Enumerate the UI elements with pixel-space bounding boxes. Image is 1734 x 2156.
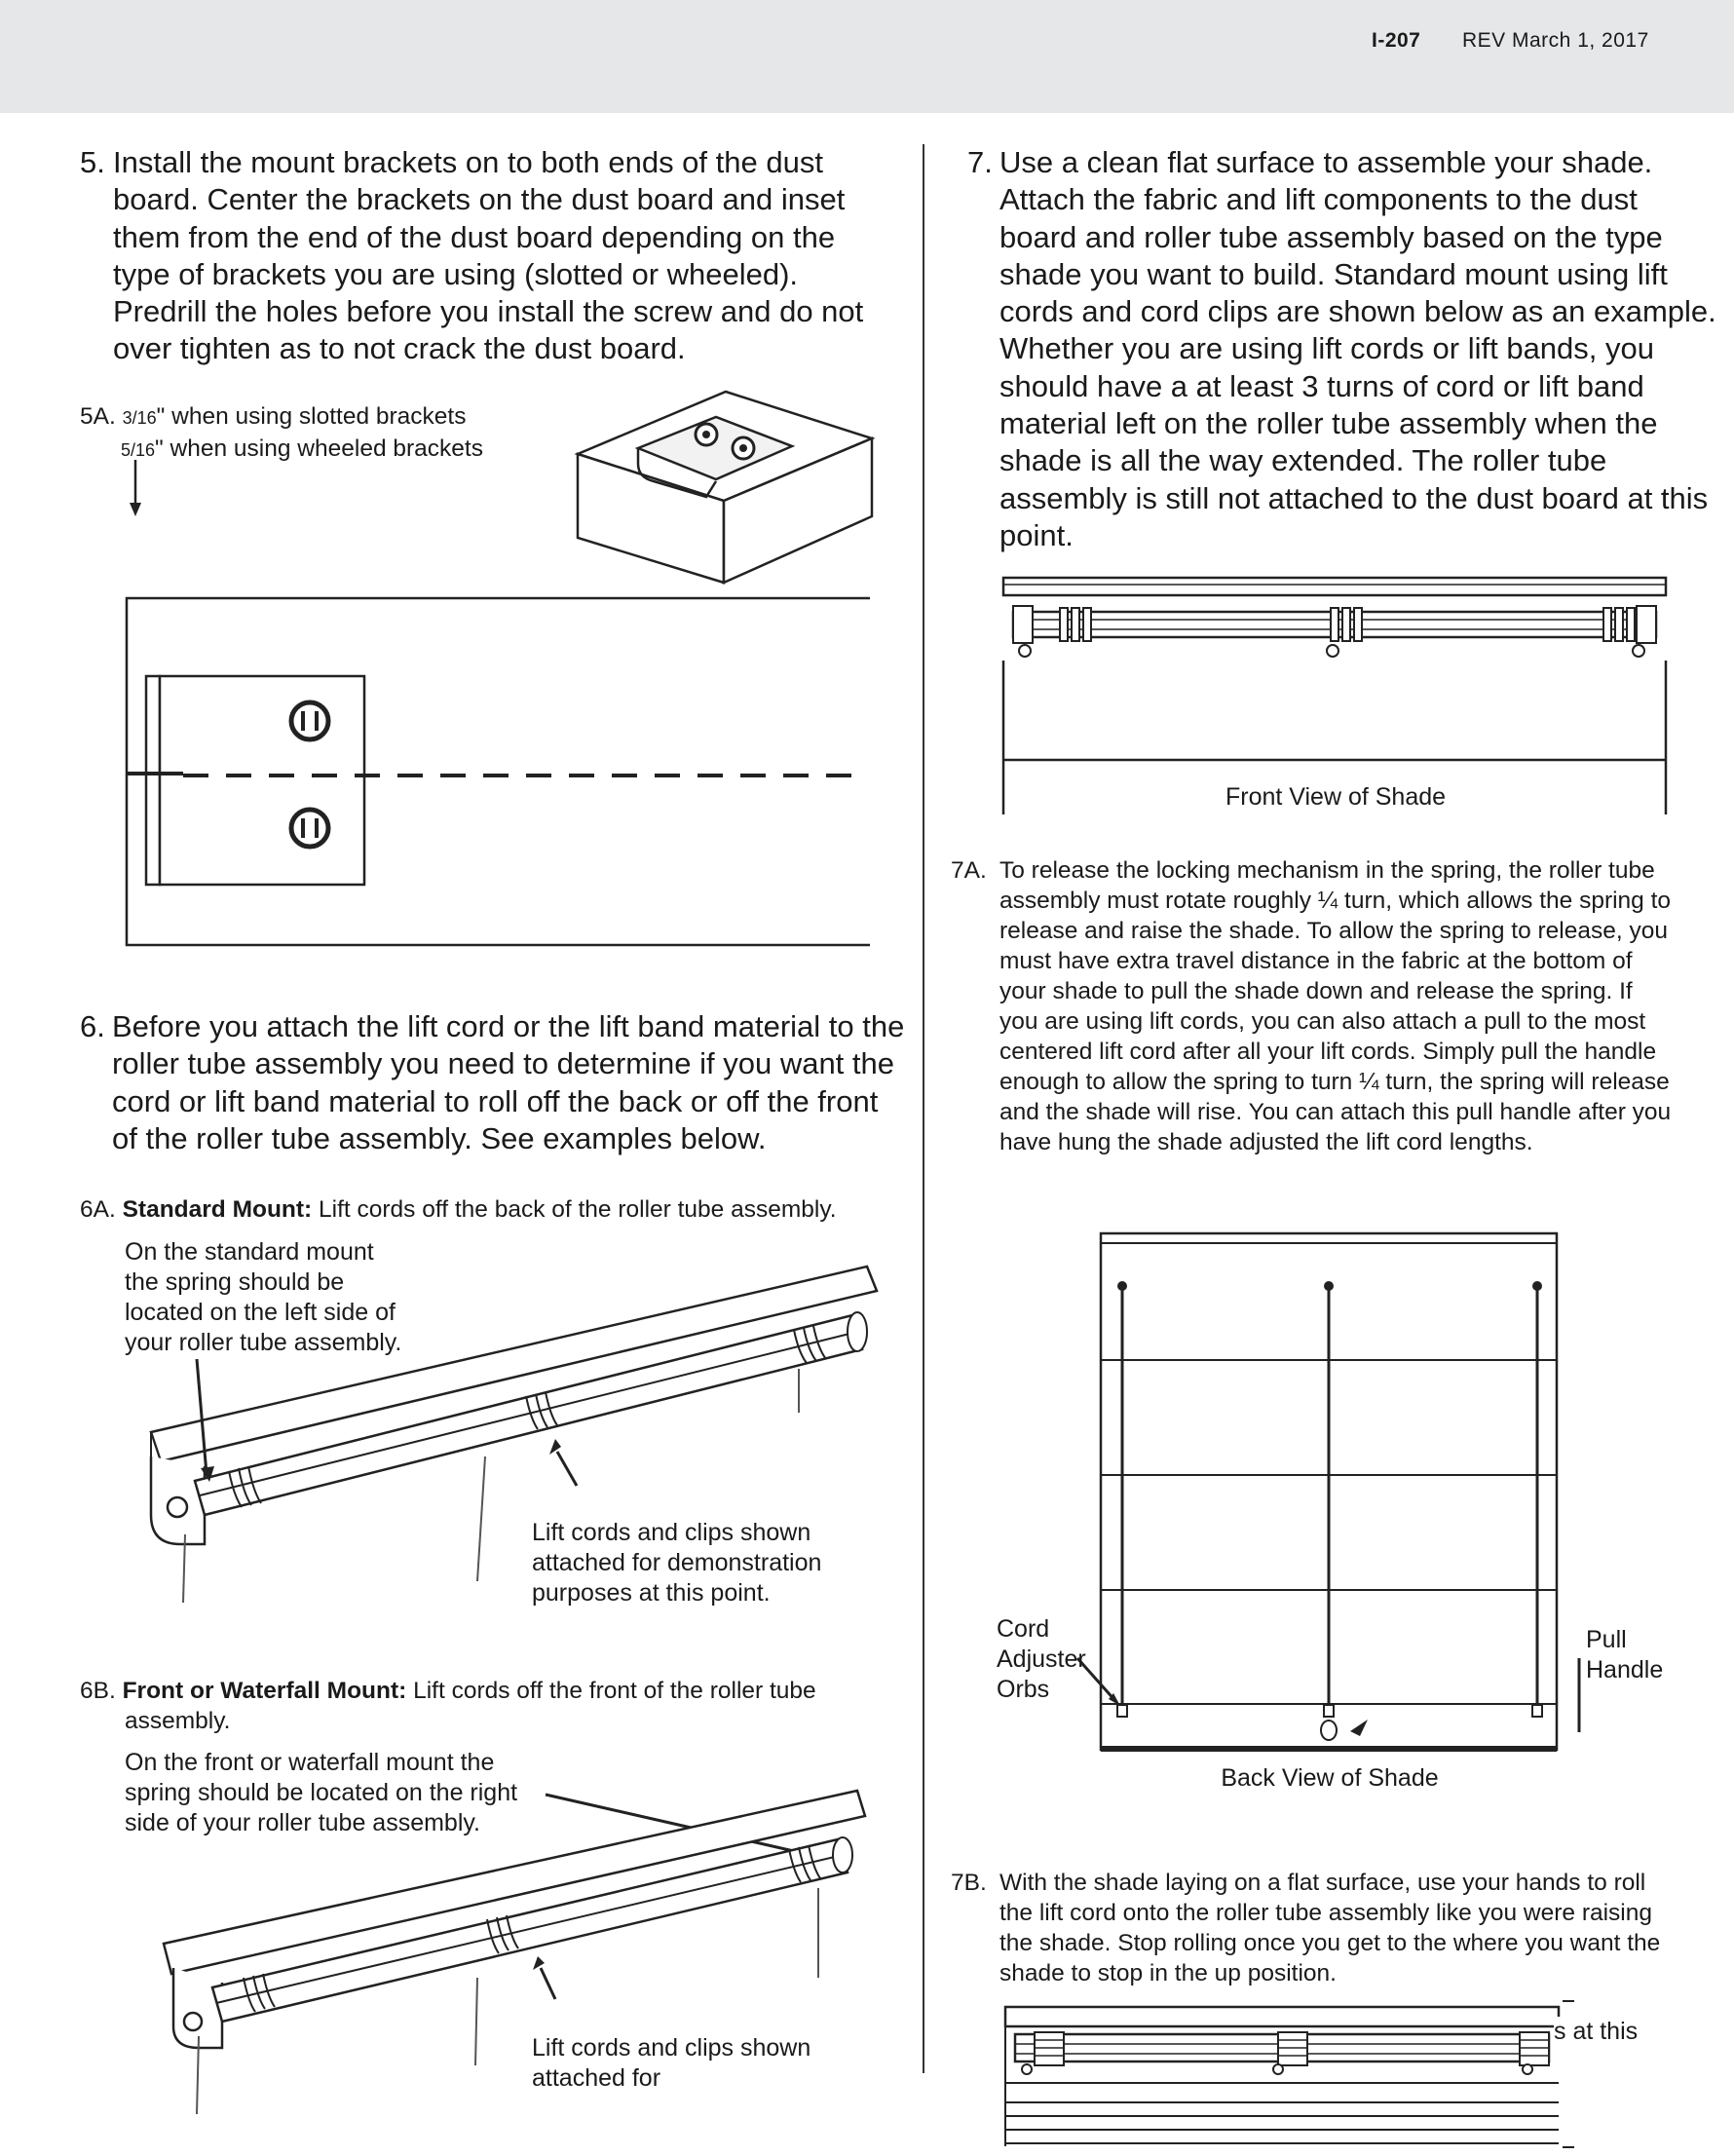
- waterfall-mount-note: On the front or waterfall mount the spring should be located on the right side of your roller tube assembly.: [125, 1749, 518, 1836]
- step-6b: [80, 1676, 888, 1736]
- standard-mount-note: On the standard mount the spring should be located on the left side of your roller tube assembly.: [125, 1238, 402, 1356]
- back-view-caption: Back View of Shade: [1221, 1764, 1439, 1792]
- step-7b: [951, 1868, 1672, 1988]
- fraction: 5/16: [121, 440, 156, 460]
- pull-handle-bracket: [1576, 1658, 1582, 1732]
- step-text: Lift cords off the back of the roller tube assembly.: [312, 1196, 837, 1223]
- step-text: To release the locking mechanism in the spring, the roller tube assembly must rotate roughly ¼ turn, which allows the spring to release and raise the shade. To allow the spring to release, you must have extra travel distance in the fabric at the bottom of your shade to pull the shade down and release the spring. If you are using lift cords, you can also attach a pull to the most centered lift cord after all your lift cords. Simply pull the handle enough to allow the spring to turn ¼ turn, the spring will release and the shade will rise. You can attach this pull handle after you have hung the shade adjusted the lift cord lengths.: [999, 857, 1672, 1155]
- step-text: With the shade laying on a flat surface, use your hands to roll the lift cord onto the roller tube assembly like you were raising the shade. Stop rolling once you get to the where you want the shade to stop in the up position.: [999, 1870, 1661, 1986]
- down-arrow-icon: [127, 460, 146, 518]
- pull-handle-label: Pull Handle: [1586, 1626, 1664, 1683]
- step-5a: [80, 401, 625, 466]
- front-view-diagram: [1001, 573, 1670, 816]
- waterfall-mount-callout: Lift cords and clips shown attached for: [532, 2034, 811, 2092]
- front-view-caption: Front View of Shade: [1225, 783, 1447, 811]
- step-number: 6B.: [80, 1678, 116, 1704]
- mount-type-label: Front or Waterfall Mount:: [122, 1678, 407, 1704]
- wheel-icon: [291, 702, 328, 739]
- bracket-isometric-diagram: [570, 392, 882, 586]
- step-number: 6A.: [80, 1196, 116, 1223]
- standard-mount-callout: Lift cords and clips shown attached for demonstration purposes at this point.: [532, 1519, 822, 1607]
- step-number: 5A.: [80, 403, 116, 430]
- revision-date: REV March 1, 2017: [1462, 29, 1649, 52]
- step-7a: [951, 855, 1672, 1157]
- cord-adjuster-orbs-label: Cord Adjuster Orbs: [997, 1615, 1086, 1703]
- step-number: 6.: [80, 1009, 105, 1043]
- step-number: 7.: [967, 145, 993, 179]
- step-6: [80, 1008, 908, 1157]
- step-5: [80, 144, 898, 368]
- step-text: Install the mount brackets on to both ends of the dust board. Center the brackets on the dust board and inset them from the end of the dust board depending on the type of brackets you are using (slotted or wheeled). Predrill the holes before you install the screw and do not over tighten as to not crack the dust board.: [113, 145, 864, 366]
- step-7: [967, 144, 1717, 554]
- step-text: Before you attach the lift cord or the lift band material to the roller tube assembly you need to determine if you want the cord or lift band material to roll off the back or off the front of the roller tube assembly. See examples below.: [112, 1009, 905, 1155]
- pull-handle-icon: [1321, 1721, 1337, 1740]
- step-6a: [80, 1194, 918, 1225]
- document-code: I-207: [1372, 29, 1421, 52]
- mount-type-label: Standard Mount:: [122, 1196, 313, 1223]
- bracket-top-view-diagram: [125, 596, 875, 949]
- page-header: [0, 0, 1734, 113]
- rolled-shade-diagram: [1003, 2005, 1580, 2151]
- step-text: " when using wheeled brackets: [155, 435, 483, 462]
- step-text: Use a clean flat surface to assemble your shade. Attach the fabric and lift components to the dust board and roller tube assembly based on the type shade you want to build. Standard mount using lift cords and cord clips are shown below as an example. Whether you are using lift cords or lift bands, you should have a at least 3 turns of cord or lift band material left on the roller tube assembly when the shade is all the way extended. The roller tube assembly is still not attached to the dust board at this point.: [999, 145, 1716, 552]
- step-text: " when using slotted brackets: [156, 403, 467, 430]
- back-view-diagram: [1099, 1231, 1561, 1756]
- step-number: 5.: [80, 145, 105, 179]
- step-text: Lift cords off the front of the roller tube assembly.: [125, 1678, 816, 1734]
- step-number: 7B.: [951, 1870, 987, 1896]
- fraction: 3/16: [122, 408, 157, 428]
- step-number: 7A.: [951, 857, 987, 884]
- wheel-icon: [291, 810, 328, 847]
- truncated-text-fragment: s at this: [1554, 2017, 1671, 2047]
- column-divider: [923, 144, 924, 2073]
